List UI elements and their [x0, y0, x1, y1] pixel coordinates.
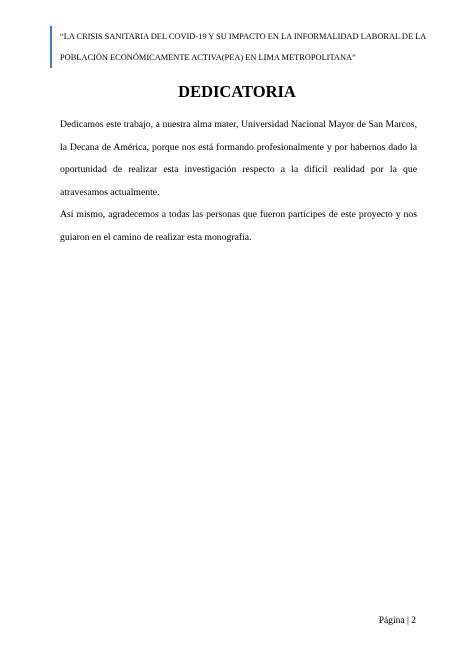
header-line-2: POBLACIÓN ECONÓMICAMENTE ACTIVA(PEA) EN LIMA METROPOLITANA” [60, 53, 356, 62]
dedication-paragraph-1: Dedicamos este trabajo, a nuestra alma mater, Universidad Nacional Mayor de San Marcos, la Decana de América, porque nos está formando profesionalmente y por habernos dado la oportunidad de realizar esta investigación respecto a la difícil realidad por la que atravesamos actualmente. [60, 119, 417, 198]
dedication-paragraph-2: Así mismo, agradecemos a todas las personas que fueron partícipes de este proyecto y nos guiaron en el camino de realizar esta monografía. [60, 209, 417, 243]
page-title: DEDICATORIA [178, 82, 296, 101]
page-number: Página | 2 [378, 616, 416, 626]
header-line-1: “LA CRISIS SANITARIA DEL COVID-19 Y SU IMPACTO EN LA INFORMALIDAD LABORAL DE LA [60, 32, 427, 41]
dedication-body [60, 114, 417, 249]
running-header [50, 26, 432, 68]
